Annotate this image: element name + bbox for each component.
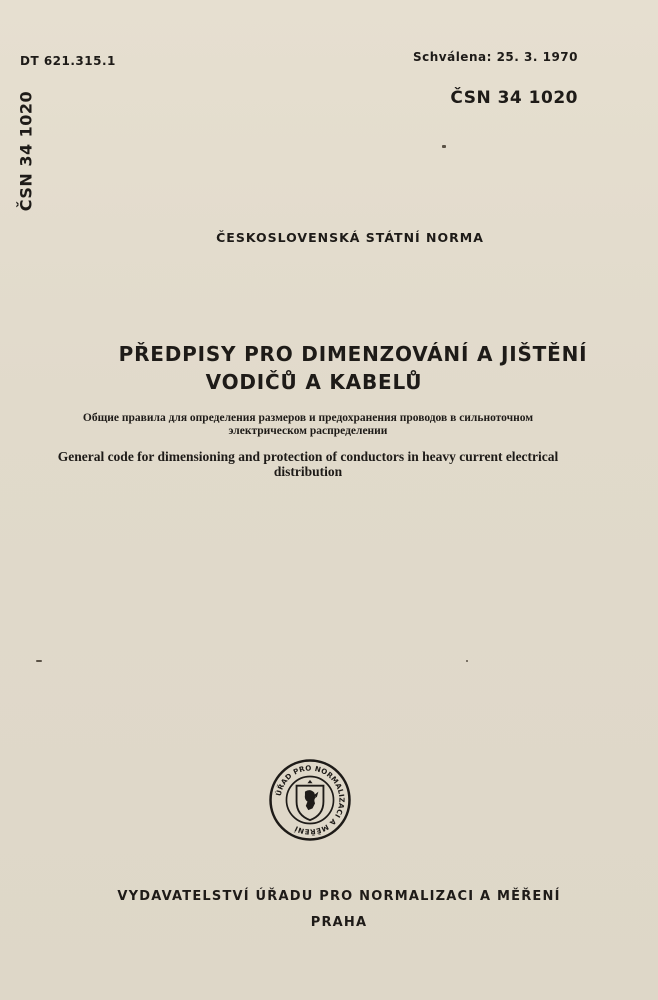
dt-classification-code: DT 621.315.1 [20,54,116,68]
approval-date-value: 25. 3. 1970 [496,50,578,64]
document-title [0,340,658,396]
subtitle-english-line-1: General code for dimensioning and protection of conductors in heavy current electrical [57,449,559,464]
paper-speck [466,660,468,662]
subtitle-english [20,449,596,479]
approval-date [413,50,578,64]
subtitle-russian-line-2: электрическом распределении [228,425,388,437]
approval-label: Schválena: [412,50,492,64]
standard-type: ČESKOSLOVENSKÁ STÁTNÍ NORMA [216,230,484,245]
paper-speck [442,145,446,148]
title-line-1: PŘEDPISY PRO DIMENZOVÁNÍ A JIŠTĚNÍ [118,342,588,366]
paper-speck [36,660,42,662]
csn-number-vertical-text: ČSN 34 1020 [16,90,36,212]
publisher-name: VYDAVATELSTVÍ ÚŘADU PRO NORMALIZACI A MĚŘENÍ [117,889,561,904]
csn-number-vertical [14,90,38,212]
publisher [0,884,658,936]
subtitle-russian [20,412,596,438]
csn-number: ČSN 34 1020 [450,88,578,108]
publisher-city: PRAHA [310,915,368,930]
emblem-ring-text: ÚŘAD PRO NORMALIZACI A MĚŘENÍ [273,763,347,837]
title-line-2: VODIČŮ A KABELŮ [205,370,423,394]
subtitle-english-line-2: distribution [273,464,343,479]
subtitle-russian-line-1: Общие правила для определения размеров и предохранения проводов в сильноточном [82,412,534,424]
emblem-seal-icon [268,758,352,842]
